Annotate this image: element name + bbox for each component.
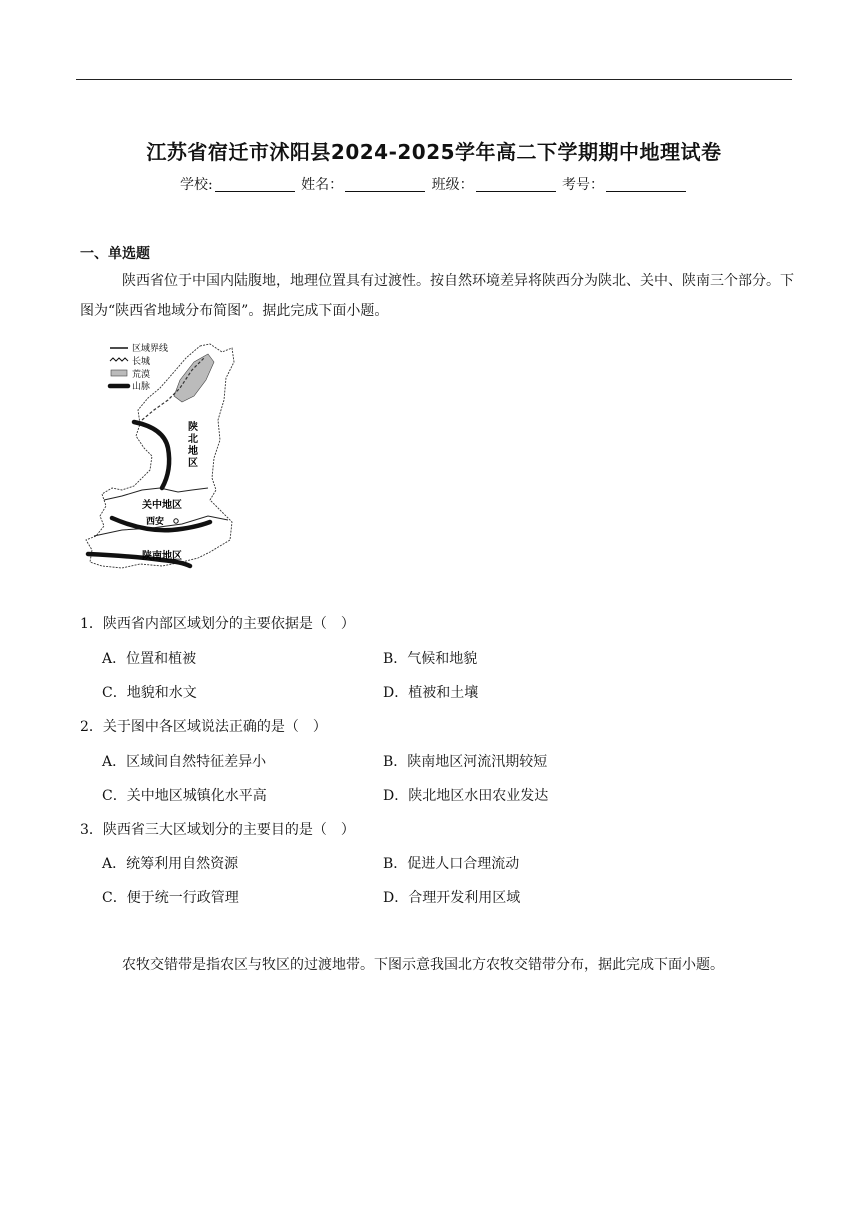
q1-option-c[interactable]: C．地貌和水文 bbox=[102, 685, 197, 701]
q2-option-a[interactable]: A．区域间自然特征差异小 bbox=[102, 754, 267, 770]
passage-shaanxi: 陕西省位于中国内陆腹地，地理位置具有过渡性。按自然环境差异将陕西分为陕北、关中、陕南三个部分。下图为“陕西省地域分布简图”。据此完成下面小题。 bbox=[80, 273, 794, 319]
page-title: 江苏省宿迁市沭阳县2024-2025学年高二下学期期中地理试卷 bbox=[146, 140, 722, 164]
name-label: 姓名： bbox=[301, 177, 344, 193]
legend-great-wall: 长城 bbox=[132, 357, 151, 367]
name-blank[interactable] bbox=[345, 177, 425, 192]
question-2-stem: 2．关于图中各区域说法正确的是（ ） bbox=[80, 719, 327, 735]
school-blank[interactable] bbox=[215, 177, 295, 192]
legend-desert: 荒漠 bbox=[132, 370, 151, 380]
class-label: 班级： bbox=[431, 177, 474, 193]
label-north-2: 北 bbox=[188, 434, 198, 445]
legend-boundary: 区域界线 bbox=[132, 344, 169, 354]
q3-option-d[interactable]: D．合理开发利用区域 bbox=[383, 890, 521, 906]
school-label: 学校: bbox=[179, 177, 213, 193]
question-3-stem: 3．陕西省三大区域划分的主要目的是（ ） bbox=[80, 822, 355, 838]
exam-number-label: 考号： bbox=[562, 177, 605, 193]
q2-option-b[interactable]: B．陕南地区河流汛期较短 bbox=[383, 754, 548, 770]
q2-option-c[interactable]: C．关中地区城镇化水平高 bbox=[102, 788, 267, 804]
q3-option-a[interactable]: A．统筹利用自然资源 bbox=[102, 856, 239, 872]
region-boundary-north bbox=[104, 488, 208, 500]
label-central: 关中地区 bbox=[142, 500, 182, 511]
label-north-1: 陕 bbox=[188, 422, 198, 433]
q3-option-c[interactable]: C．便于统一行政管理 bbox=[102, 890, 239, 906]
label-south: 陕南地区 bbox=[142, 551, 182, 562]
label-xian: 西安 bbox=[146, 517, 165, 527]
class-blank[interactable] bbox=[476, 177, 556, 192]
exam-number-blank[interactable] bbox=[606, 177, 686, 192]
shaanxi-region-map bbox=[82, 340, 252, 575]
top-rule bbox=[76, 79, 792, 80]
q1-option-d[interactable]: D．植被和土壤 bbox=[383, 685, 479, 701]
label-north-3: 地 bbox=[188, 446, 198, 457]
q1-option-a[interactable]: A．位置和植被 bbox=[102, 651, 197, 667]
desert-area bbox=[174, 354, 214, 402]
section-heading: 一、单选题 bbox=[80, 246, 150, 262]
passage-agro-pastoral: 农牧交错带是指农区与牧区的过渡地带。下图示意我国北方农牧交错带分布，据此完成下面小题。 bbox=[122, 957, 724, 973]
q3-option-b[interactable]: B．促进人口合理流动 bbox=[383, 856, 520, 872]
label-north-4: 区 bbox=[188, 458, 198, 469]
province-outline bbox=[86, 344, 234, 568]
question-1-stem: 1．陕西省内部区域划分的主要依据是（ ） bbox=[80, 616, 355, 632]
xian-dot bbox=[174, 519, 178, 523]
q2-option-d[interactable]: D．陕北地区水田农业发达 bbox=[383, 788, 549, 804]
legend-mountain: 山脉 bbox=[132, 382, 151, 392]
q1-option-b[interactable]: B．气候和地貌 bbox=[383, 651, 478, 667]
student-info-line bbox=[0, 174, 868, 194]
